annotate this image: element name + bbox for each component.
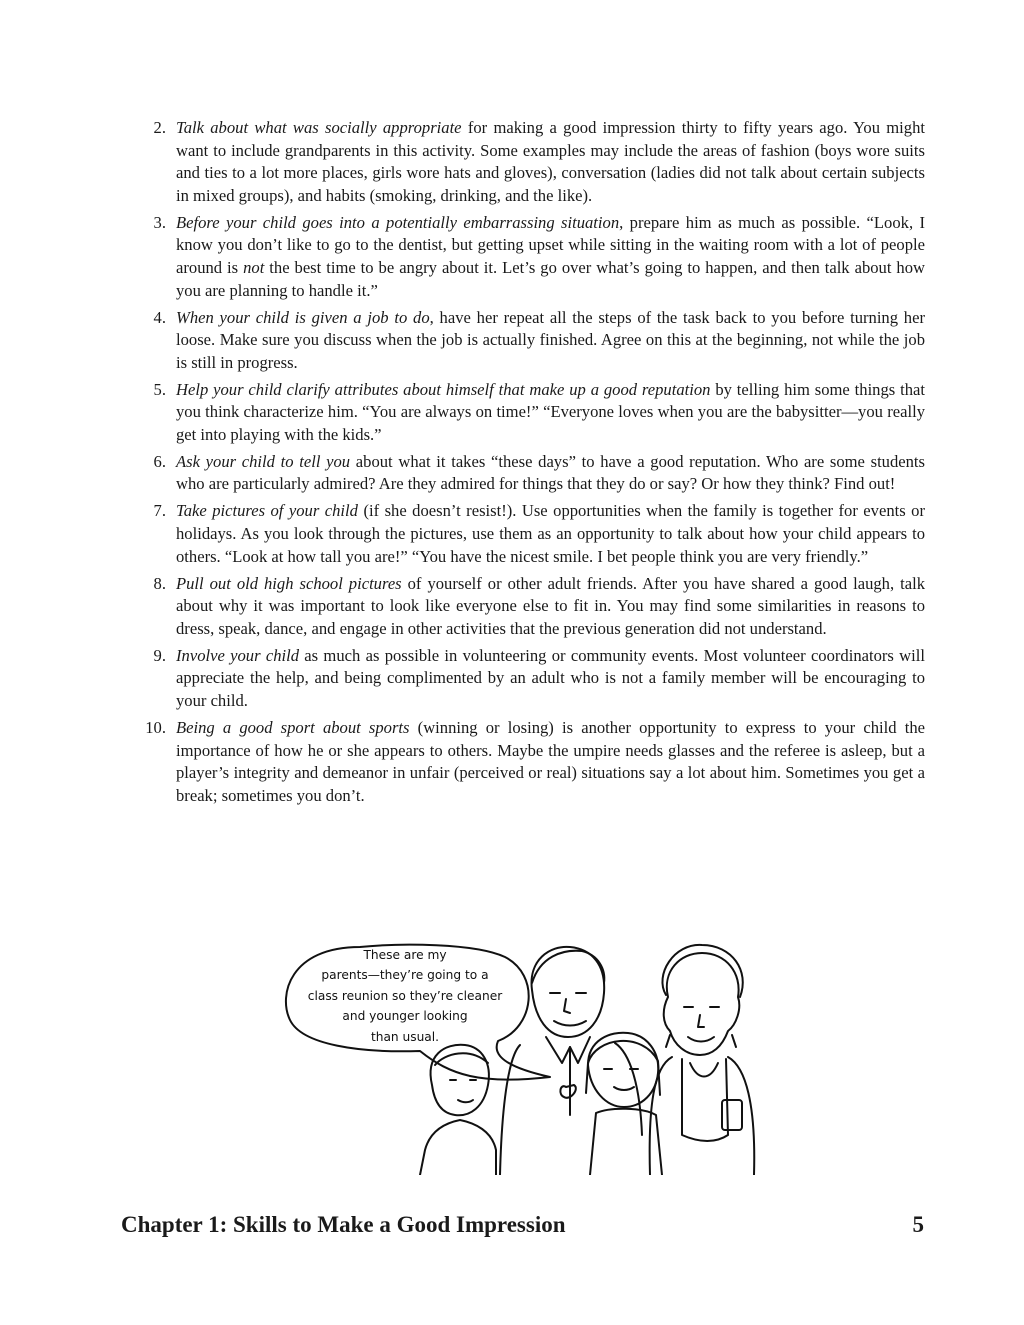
item-text: (if she doesn’t resist!). Use opportunities when the family is together for events or holidays. As you look through the pictures, use them as an opportunity to talk about how your child appears to others. “Look at how tall you are!” “You have the nicest smile. I bet people think you are very friendly.” — [176, 501, 925, 566]
list-item-10 — [138, 717, 925, 807]
page-number: 5 — [912, 1212, 924, 1237]
item-text-continued: the best time to be angry about it. Let’s go over what’s going to happen, and then talk about how you are planning to handle it.” — [176, 257, 925, 300]
speech-line: class reunion so they’re cleaner — [307, 988, 503, 1003]
list-item-7 — [138, 500, 925, 568]
item-number: 5. — [153, 379, 166, 399]
list-item-2 — [138, 117, 925, 207]
item-number: 4. — [153, 307, 166, 327]
speech-line: than usual. — [370, 1029, 440, 1044]
item-text: as much as possible in volunteering or community events. Most volunteer coordinators will appreciate the help, and being complimented by an adult who is not a family member will be encouraging to your child. — [176, 645, 925, 710]
list-item-6 — [138, 451, 925, 496]
speech-line: parents—they’re going to a — [321, 968, 489, 983]
item-text: , have her repeat all the steps of the task back to you before turning her loose. Make sure you discuss when the job is actually finished. Agree on this at the beginning, not while the job is still in progress. — [176, 307, 925, 372]
item-lead: Talk about what was socially appropriate — [176, 118, 462, 137]
list-item-4 — [138, 307, 925, 375]
boy-figure — [420, 1045, 496, 1175]
item-lead: Take pictures of your child — [176, 501, 358, 521]
item-number: 8. — [153, 573, 166, 593]
activity-list — [138, 117, 925, 812]
item-number: 2. — [153, 118, 166, 137]
list-item-5 — [138, 379, 925, 447]
item-number: 6. — [153, 451, 166, 471]
item-lead: Ask your child to tell you — [176, 451, 351, 471]
speech-line: and younger looking — [342, 1009, 468, 1024]
speech-line: These are my — [363, 948, 447, 962]
list-item-3 — [138, 212, 925, 302]
item-emphasis: not — [243, 257, 265, 277]
item-text: (winning or losing) is another opportunity to express to your child the importance of how he or she appears to others. Maybe the umpire needs glasses and the referee is asleep, but a player’s integrity and demeanor in unfair (perceived or real) situations say a lot about him. Sometimes you get a break; sometimes you don’t. — [176, 717, 925, 805]
item-number: 3. — [153, 212, 166, 232]
item-text: , prepare him as much as possible. “Look, I know you don’t like to go to the dentist, but getting upset while sitting in the waiting room with a lot of people around is — [176, 212, 925, 277]
item-lead: When your child is given a job to do — [176, 307, 430, 327]
item-text: by telling him some things that you think characterize him. “You are always on time!” “Everyone loves when you are the babysitter—you really get into playing with the kids.” — [176, 379, 925, 444]
speech-bubble-text — [302, 945, 508, 1047]
list-item-9 — [138, 645, 925, 713]
chapter-title: Chapter 1: Skills to Make a Good Impression — [121, 1212, 566, 1237]
item-lead: Being a good sport about sports — [176, 717, 410, 737]
mother-figure — [650, 945, 755, 1175]
item-lead: Before your child goes into a potentially embarrassing situation — [176, 212, 620, 232]
item-lead: Pull out old high school pictures — [176, 573, 402, 593]
list-item-8 — [138, 573, 925, 641]
item-text: of yourself or other adult friends. After you have shared a good laugh, talk about why it was important to look like everyone else to fit in. You may find some similarities in reasons to dress, speak, dance, and engage in other activities that the previous generation did not understand. — [176, 573, 925, 638]
item-text: about what it takes “these days” to have a good reputation. Who are some students who are particularly admired? Are they admired for things that they do or say? Or how they think? Find out! — [176, 451, 926, 494]
father-figure — [500, 947, 642, 1175]
item-lead: Help your child clarify attributes about himself that make up a good reputation — [176, 379, 711, 399]
item-number: 9. — [153, 645, 166, 665]
item-number: 10. — [145, 717, 166, 737]
item-text: for making a good impression thirty to fifty years ago. You might want to include grandparents in this activity. Some examples may include the areas of fashion (boys wore suits and ties to a lot more places, girls wore hats and gloves), conversation (ladies did not talk about certain subjects in mixed groups), and habits (smoking, drinking, and the like). — [176, 118, 925, 205]
item-number: 7. — [153, 501, 166, 521]
item-lead: Involve your child — [176, 645, 300, 665]
